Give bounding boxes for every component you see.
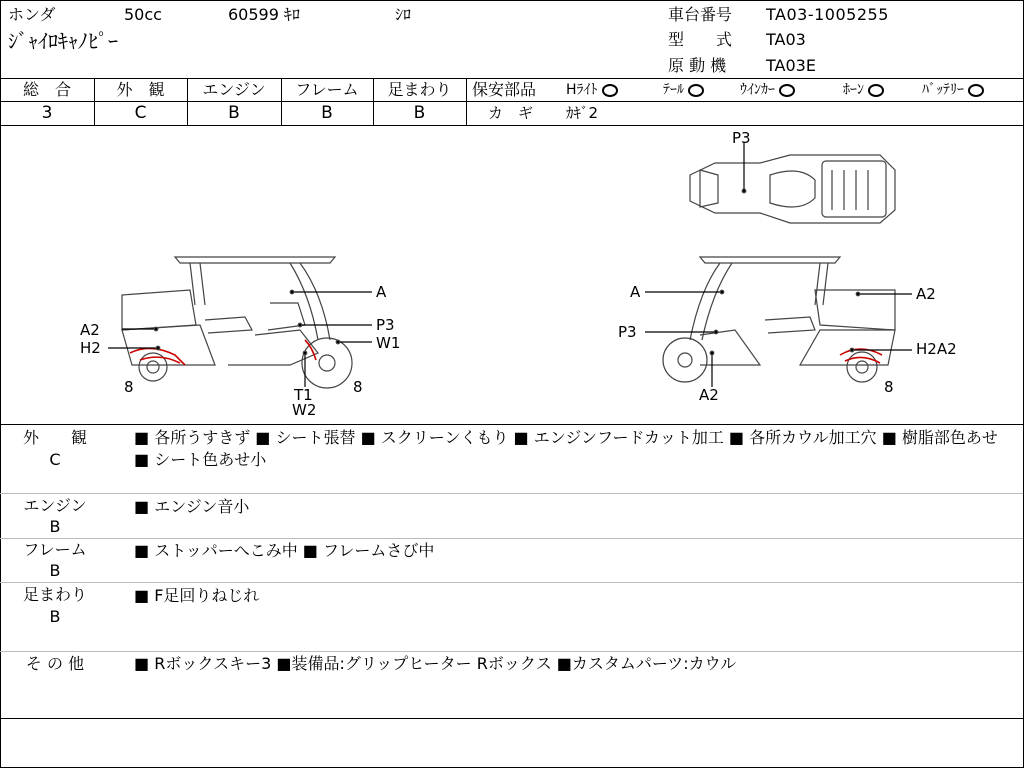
right-side-view [645,257,912,387]
chassis-value: TA03-1005255 [766,5,889,24]
divider [0,718,1023,719]
safety-item-label: ﾃｰﾙ [663,82,684,98]
safety-item-label: ﾊﾞｯﾃﾘｰ [922,82,964,98]
note-text-other: ■ Rボックスキー3 ■装備品:グリップヒーター Rボックス ■カスタムパーツ:カウル [134,654,737,673]
grade-header-engine: エンジン [202,80,266,99]
label-a: A [376,283,387,301]
label-p3: P3 [376,316,395,334]
safety-item-headlight [566,81,618,99]
note-grade-frame: B [49,561,61,580]
mileage: 60599 ｷﾛ [228,5,300,24]
grade-header-overall: 総 合 [22,80,71,99]
chassis-label: 車台番号 [668,5,733,24]
displacement: 50cc [124,5,162,24]
divider [0,424,1023,425]
label-8: 8 [353,378,363,396]
note-text-suspension: ■ F足回りねじれ [134,586,260,605]
note-grade-suspension: B [49,607,61,626]
label-h2: H2 [80,339,101,357]
note-label-suspension: 足まわり [22,585,87,604]
left-side-view [108,257,372,388]
label-p3: P3 [732,129,751,147]
label-a2: A2 [80,321,100,339]
label-w2: W2 [292,401,317,419]
safety-item-tail [663,81,704,99]
grade-value-exterior: C [134,103,147,123]
grade-value-overall: 3 [41,103,53,123]
grade-header-suspension: 足まわり [387,80,452,99]
label-w1: W1 [376,334,401,352]
grade-value-suspension: B [413,103,426,123]
divider [0,538,1023,539]
label-a: A [630,283,641,301]
grade-header-exterior: 外 観 [116,80,165,99]
divider [0,101,1023,102]
safety-item-winker [740,81,795,99]
note-grade-exterior: C [49,450,61,469]
type-value: TA03 [766,30,806,49]
status-circle-icon [688,84,704,97]
label-t1: T1 [294,386,313,404]
maker: ホンダ [8,5,56,24]
safety-item-label: Hﾗｲﾄ [566,82,598,98]
status-circle-icon [868,84,884,97]
status-circle-icon [968,84,984,97]
body-color: ｼﾛ [395,5,412,24]
note-label-engine: エンジン [23,496,87,515]
label-h2a2: H2A2 [916,340,957,358]
divider [0,651,1023,652]
engine-label: 原 動 機 [668,56,727,75]
label-8: 8 [124,378,134,396]
label-a2: A2 [699,386,719,404]
status-circle-icon [602,84,618,97]
top-view [690,143,895,223]
label-a2: A2 [916,285,936,303]
note-text-frame: ■ ストッパーへこみ中 ■ フレームさび中 [134,541,435,560]
key-label: カ ギ [488,104,534,122]
safety-label: 保安部品 [472,80,537,99]
note-grade-engine: B [49,517,61,536]
type-label: 型 式 [668,30,733,49]
note-label-frame: フレーム [23,540,87,559]
divider [0,78,1023,79]
note-text-exterior: ■ 各所うすきず ■ シート張替 ■ スクリーンくもり ■ エンジンフードカット加工 ■ 各所カウル加工穴 ■ 樹脂部色あせ ■ シート色あせ小 [134,428,998,469]
engine-value: TA03E [766,56,816,75]
grade-value-frame: B [321,103,333,123]
grade-header-frame: フレーム [295,80,359,99]
label-8: 8 [884,378,894,396]
note-label-other: そ の 他 [25,654,85,673]
divider [0,493,1023,494]
scooter-damage-diagram [0,125,1024,425]
divider [0,582,1023,583]
status-circle-icon [779,84,795,97]
safety-item-horn [843,81,884,99]
label-p3: P3 [618,323,637,341]
grade-value-engine: B [228,103,240,123]
safety-item-battery [922,81,984,99]
note-text-engine: ■ エンジン音小 [134,497,250,516]
note-label-exterior: 外 観 [22,428,87,447]
safety-item-label: ﾎｰﾝ [843,82,864,98]
key-value: ｶｷﾞ2 [566,104,599,122]
model-name: ｼﾞｬｲﾛｷｬﾉﾋﾟｰ [8,29,118,53]
safety-item-label: ｳｲﾝｶｰ [740,82,775,98]
